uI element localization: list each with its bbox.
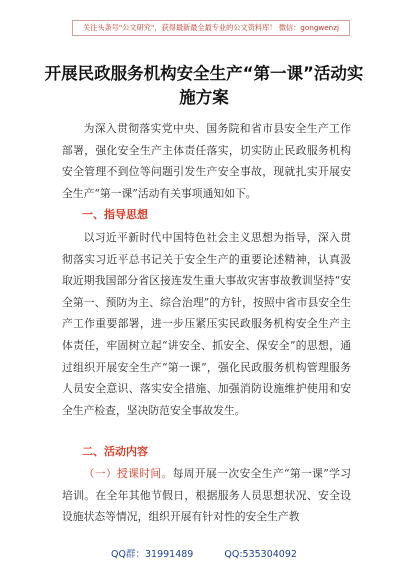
document-title: 开展民政服务机构安全生产“第一课”活动实施方案 [44, 64, 364, 107]
section-heading-guiding-ideology: 一、指导思想 [82, 208, 148, 221]
section1-paragraph: 以习近平新时代中国特色社会主义思想为指导，深入贯彻落实习近平总书记关于安全生产的重要论述精神，认真汲取近期我国部分省区接连发生重大事故灾害事故教训坚持“安全第一、预防为主、综合治理”的方针，按照中省市县安全生产工作重要部署，进一步压紧压实民政服务机构安全生产主体责任，牢固树立起“讲安全、抓安全、保安全”的思想，通过组织开展安全生产“第一课”，强化民政服务机构管理服务人员安全意识、落实安全措施、加强消防设施维护使用和安全生产检查，坚决防范安全事故发生。 [62, 231, 351, 417]
subsection-text-class-time: 每周开展一次安全生产“第一课”学习培训。在全年其他节假日，根据服务人员思想状况、安全设设施状态等情况，组织开展有针对性的安全生产教 [62, 467, 352, 524]
section2-paragraph [62, 463, 351, 528]
section-heading-activity-content: 二、活动内容 [82, 445, 148, 458]
subsection-title-class-time: （一）授课时间。 [83, 467, 173, 480]
intro-paragraph: 为深入贯彻落实党中央、国务院和省市县安全生产工作部署，强化安全生产主体责任落实，切实防止民政服务机构安全管理不到位等问题引发生产安全事故，现就扎实开展安全生产“第一课”活动有关事项通知如下。 [62, 122, 351, 200]
footer-qq-group: QQ群：31991489 [111, 549, 194, 560]
footer-qq: QQ:535304092 [224, 549, 297, 560]
footer-contact [0, 548, 408, 562]
header-banner: 关注头条号"公文研究"，获得最新最全最专业的公文资料库！ 微信：gongwenzj [72, 20, 350, 36]
